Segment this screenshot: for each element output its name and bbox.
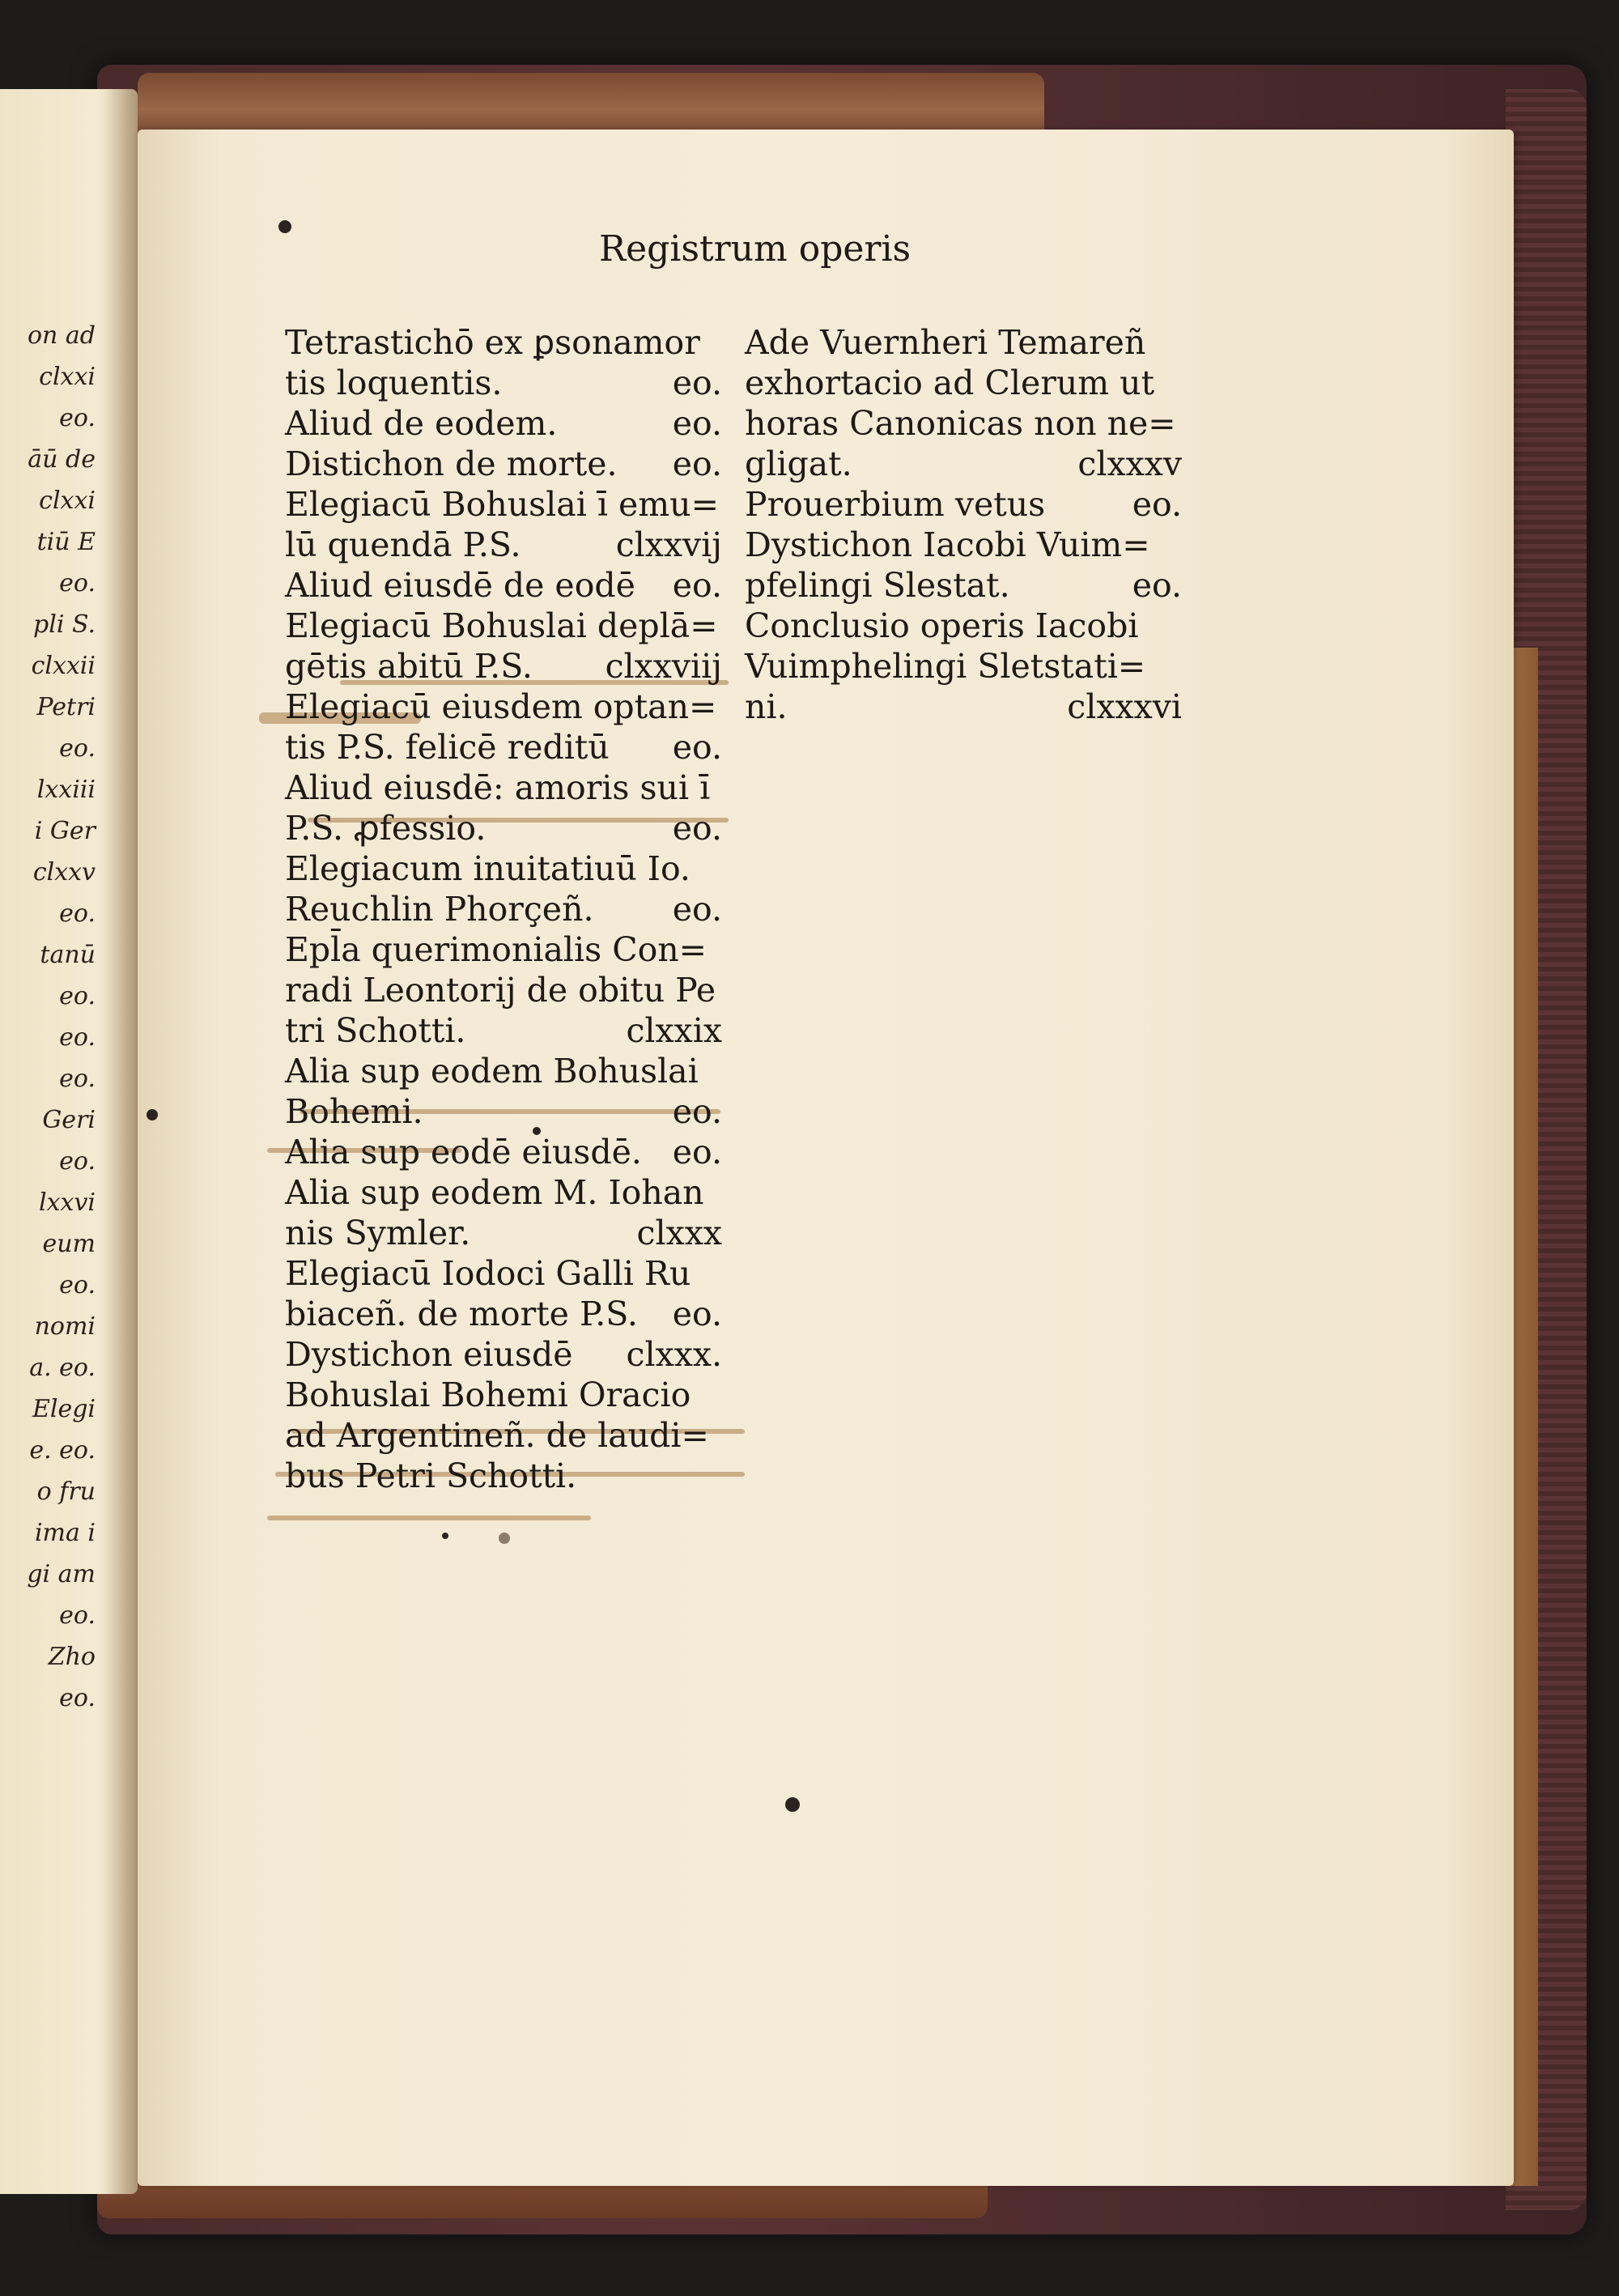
entry-text: pfelingi Slestat. — [745, 566, 1010, 605]
register-entry — [745, 525, 1182, 565]
facing-page-fragment: eo. — [59, 1271, 96, 1299]
entry-folio-ref: eo. — [1132, 566, 1182, 605]
entry-text: Bohemi. — [285, 1092, 423, 1131]
register-entry — [745, 484, 1182, 525]
facing-page-fragment: gi am — [27, 1560, 96, 1588]
register-entry — [745, 606, 1182, 646]
entry-text: nis Symler. — [285, 1214, 471, 1252]
register-entry — [285, 1010, 722, 1051]
entry-folio-ref: eo. — [1132, 485, 1182, 524]
facing-page-fragment: i Ger — [34, 817, 96, 845]
gutter-shadow — [105, 89, 138, 2194]
entry-text: tri Schotti. — [285, 1011, 466, 1050]
facing-page-fragment: e. eo. — [29, 1436, 96, 1465]
entry-text: Elegiacū eiusdem optan= — [285, 687, 717, 726]
hole-mark — [278, 220, 291, 233]
register-entry — [285, 687, 722, 727]
register-entry — [285, 1213, 722, 1253]
entry-folio-ref: clxxix — [626, 1011, 722, 1050]
register-entry — [285, 1051, 722, 1091]
register-entry — [285, 970, 722, 1010]
entry-text: lū quendā P.S. — [285, 525, 521, 564]
facing-page-fragment: eo. — [59, 1065, 96, 1093]
facing-page-fragment: pli S. — [33, 610, 96, 639]
entry-folio-ref: eo. — [672, 1092, 722, 1131]
entry-folio-ref: clxxx. — [626, 1335, 722, 1374]
entry-text: tis loquentis. — [285, 364, 503, 402]
register-entry — [285, 1253, 722, 1294]
entry-text: bus Petri Schotti. — [285, 1456, 577, 1495]
register-entry — [285, 1375, 722, 1415]
facing-page-fragment: Geri — [42, 1106, 96, 1134]
register-entry — [285, 444, 722, 484]
facing-page-fragment: o fru — [36, 1478, 96, 1506]
facing-page-fragment: clxxii — [31, 652, 96, 680]
register-entry — [285, 889, 722, 929]
facing-page-fragment: eo. — [59, 982, 96, 1010]
register-entry — [745, 646, 1182, 687]
facing-page-fragment: nomi — [34, 1312, 96, 1341]
entry-text: P.S. ꝓfessio. — [285, 809, 487, 848]
entry-text: Dystichon Iacobi Vuim= — [745, 525, 1150, 564]
entry-text: Elegiacū Iodoci Galli Ru — [285, 1254, 691, 1293]
entry-text: Elegiacū Bohuslai ī emu= — [285, 485, 719, 524]
entry-text: ni. — [745, 687, 788, 726]
entry-folio-ref: eo. — [672, 1295, 722, 1333]
entry-text: ad Argentineñ. de laudi= — [285, 1416, 709, 1455]
entry-text: Elegiacū Bohuslai deplā= — [285, 606, 718, 645]
register-entry — [285, 929, 722, 970]
entry-text: Vuimphelingi Sletstati= — [745, 647, 1146, 686]
register-entry — [745, 687, 1182, 727]
register-entry — [285, 727, 722, 767]
register-entry — [285, 808, 722, 848]
hole-mark — [147, 1109, 158, 1120]
facing-page-fragment: eo. — [59, 404, 96, 432]
register-entry — [285, 1172, 722, 1213]
entry-text: biaceñ. de morte P.S. — [285, 1295, 638, 1333]
register-entry — [285, 1132, 722, 1172]
stain-mark — [267, 1516, 591, 1520]
register-entry — [285, 848, 722, 889]
register-entry — [285, 484, 722, 525]
entry-folio-ref: clxxxvi — [1067, 687, 1182, 726]
entry-folio-ref: eo. — [672, 809, 722, 848]
register-entry — [285, 322, 722, 363]
entry-text: Prouerbium vetus — [745, 485, 1046, 524]
register-entry — [285, 646, 722, 687]
register-entry — [285, 606, 722, 646]
register-entry — [745, 363, 1182, 403]
entry-text: Ade Vuernheri Temareñ — [745, 323, 1146, 362]
entry-text: radi Leontorij de obitu Pe — [285, 971, 716, 1010]
facing-page-fragment: on ad — [27, 321, 96, 350]
facing-page-fragment: eo. — [59, 1601, 96, 1630]
page-title: Registrum operis — [599, 228, 911, 270]
entry-text: Alia sup eodē eiusdē. — [285, 1133, 642, 1171]
entry-folio-ref: clxxviij — [605, 647, 722, 686]
facing-page — [0, 89, 138, 2194]
register-column-left — [285, 322, 722, 1496]
entry-text: Aliud de eodem. — [285, 404, 558, 443]
register-entry — [285, 767, 722, 808]
register-entry — [285, 1091, 722, 1132]
facing-page-fragment: Zho — [48, 1643, 96, 1671]
register-column-right — [745, 322, 1182, 727]
entry-text: Elegiacum inuitatiuū Io. — [285, 849, 691, 888]
register-entry — [745, 565, 1182, 606]
entry-folio-ref: eo. — [672, 728, 722, 767]
register-entry — [285, 1294, 722, 1334]
register-entry — [285, 1415, 722, 1456]
register-entry — [745, 322, 1182, 363]
facing-page-fragment: eo. — [59, 1684, 96, 1712]
register-entry — [285, 565, 722, 606]
register-entry — [285, 1456, 722, 1496]
entry-folio-ref: eo. — [672, 890, 722, 929]
entry-text: gligat. — [745, 444, 852, 483]
facing-page-fragment: lxxvi — [39, 1188, 96, 1217]
entry-text: Aliud eiusdē: amoris sui ī — [285, 768, 711, 807]
hole-mark — [499, 1533, 510, 1544]
entry-text: horas Canonicas non ne= — [745, 404, 1176, 443]
entry-text: Alia sup eodem M. Iohan — [285, 1173, 704, 1212]
facing-page-fragment: tiū E — [36, 528, 96, 556]
facing-page-fragment: a. eo. — [29, 1354, 96, 1382]
register-entry — [745, 403, 1182, 444]
entry-text: gētis abitū P.S. — [285, 647, 533, 686]
register-entry — [745, 444, 1182, 484]
entry-text: Tetrastichō ex ꝑsonamor — [285, 323, 700, 362]
entry-text: Reuchlin Phorçeñ. — [285, 890, 594, 929]
facing-page-fragment: tanū — [40, 941, 96, 969]
hole-mark — [442, 1533, 448, 1539]
facing-page-fragment: eo. — [59, 734, 96, 763]
facing-page-fragment: clxxi — [39, 363, 96, 391]
entry-text: Epl̄a querimonialis Con= — [285, 930, 708, 969]
facing-page-fragment: Petri — [36, 693, 96, 721]
entry-text: tis P.S. felicē reditū — [285, 728, 610, 767]
entry-folio-ref: eo. — [672, 444, 722, 483]
facing-page-fragment: clxxv — [32, 858, 96, 887]
entry-text: Bohuslai Bohemi Oracio — [285, 1375, 691, 1414]
entry-text: Alia sup eodem Bohuslai — [285, 1052, 699, 1091]
entry-folio-ref: eo. — [672, 364, 722, 402]
entry-text: Aliud eiusdē de eodē — [285, 566, 635, 605]
facing-page-fragment: eum — [42, 1230, 96, 1258]
facing-page-fragment: Elegi — [32, 1395, 96, 1423]
entry-text: Distichon de morte. — [285, 444, 618, 483]
entry-folio-ref: clxxx — [636, 1214, 722, 1252]
entry-folio-ref: eo. — [672, 404, 722, 443]
register-entry — [285, 1334, 722, 1375]
entry-text: Dystichon eiusdē — [285, 1335, 573, 1374]
register-entry — [285, 403, 722, 444]
facing-page-fragment: ima i — [34, 1519, 96, 1547]
facing-page-fragment: eo. — [59, 569, 96, 597]
facing-page-fragment: lxxiii — [36, 776, 96, 804]
facing-page-fragment: eo. — [59, 899, 96, 928]
facing-page-fragment: eo. — [59, 1023, 96, 1052]
entry-folio-ref: eo. — [672, 566, 722, 605]
hole-mark — [785, 1797, 800, 1812]
entry-text: exhortacio ad Clerum ut — [745, 364, 1155, 402]
facing-page-fragment: āū de — [28, 445, 96, 474]
facing-page-fragment: eo. — [59, 1147, 96, 1176]
entry-text: Conclusio operis Iacobi — [745, 606, 1139, 645]
register-entry — [285, 363, 722, 403]
facing-page-fragment: clxxi — [39, 487, 96, 515]
entry-folio-ref: clxxxv — [1077, 444, 1182, 483]
register-entry — [285, 525, 722, 565]
entry-folio-ref: clxxvij — [615, 525, 722, 564]
entry-folio-ref: eo. — [672, 1133, 722, 1171]
